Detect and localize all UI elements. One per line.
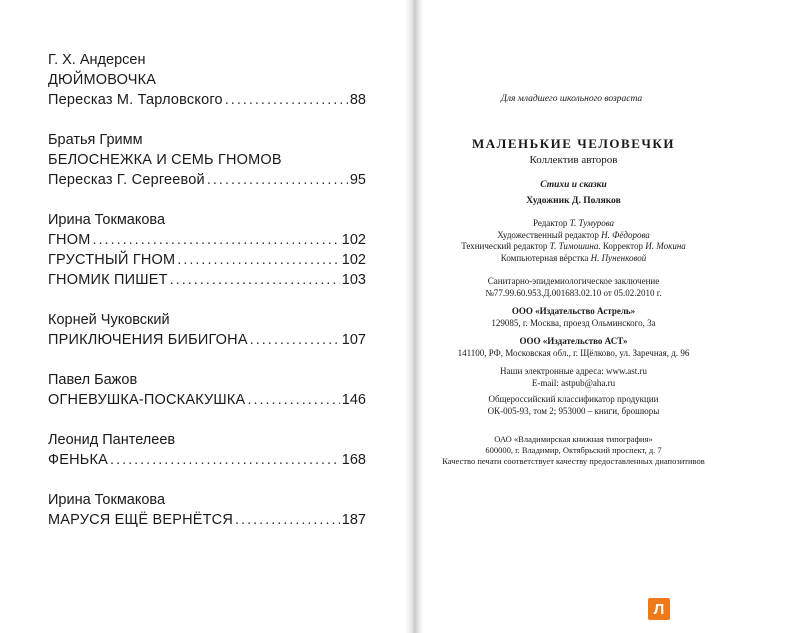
toc-entry [48,210,366,290]
toc-author: Г. Х. Андерсен [48,52,146,68]
toc-leader-dots [177,250,339,270]
illustrator-credit: Художник Д. Поляков [526,196,621,206]
web-addresses [385,366,762,389]
credit-line [385,230,762,242]
credit-name: Т. Тумурова [569,218,615,228]
publisher-name: ООО «Издательство АСТ» [519,336,628,346]
credit-role: Технический редактор [461,241,548,251]
toc-author: Леонид Пантелеев [48,432,176,448]
credit-role: Редактор [532,218,568,228]
toc-title: ПРИКЛЮЧЕНИЯ БИБИГОНА [48,332,248,348]
toc-entry [48,130,366,190]
toc-title: ОГНЕВУШКА-ПОСКАКУШКА [48,392,246,408]
book-genre: Стихи и сказки [540,180,607,190]
toc-author: Ирина Токмакова [48,492,166,508]
book-authors: Коллектив авторов [529,154,618,166]
toc-title: Пересказ М. Тарловского [48,92,223,108]
toc-leader-dots [170,270,340,290]
toc-title: ГНОМИК ПИШЕТ [48,272,168,288]
toc-line [48,170,366,190]
toc-line [48,450,366,470]
toc-author: Павел Бажов [48,372,138,388]
publisher-logo-icon: Л [648,598,670,620]
toc-leader-dots [250,330,340,350]
toc-title: ФЕНЬКА [48,452,109,468]
credit-name: Н. Фёдорова [601,229,650,240]
sanitary-certificate [385,276,762,299]
credit-line [385,253,762,265]
toc-entry [48,490,366,530]
toc-line [48,150,366,170]
credit-role: Компьютерная вёрстка [500,252,589,263]
book-title: МАЛЕНЬКИЕ ЧЕЛОВЕЧКИ [472,136,675,151]
toc-leader-dots [225,90,348,110]
toc-entry [48,310,366,350]
toc-author: Корней Чуковский [48,312,170,328]
toc-title: ГНОМ [48,232,91,248]
toc-leader-dots [247,390,339,410]
toc-title: ГРУСТНЫЙ ГНОМ [48,252,176,268]
toc-page-number: 187 [341,512,366,528]
audience-note: Для младшего школьного возраста [500,94,643,104]
printer-line: Качество печати соответствует качеству предоставленных диапозитивов [442,456,705,466]
toc-leader-dots [207,170,348,190]
toc-line [48,90,366,110]
toc-leader-dots [235,510,340,530]
toc-title: ДЮЙМОВОЧКА [48,72,157,88]
publisher-name: ООО «Издательство Астрель» [511,306,636,316]
table-of-contents [48,50,366,550]
toc-page-number: 88 [349,92,366,108]
credit-name: И. Мокина [645,241,686,251]
toc-line [48,230,366,250]
toc-entry [48,50,366,110]
sanitary-line: Санитарно-эпидемиологическое заключение [487,276,660,286]
credit-name: Н. Пуненковой [590,252,647,263]
toc-entry [48,370,366,410]
toc-leader-dots [110,450,340,470]
toc-page-number: 102 [341,252,366,268]
credit-role: Корректор [602,241,643,251]
toc-author: Ирина Токмакова [48,212,166,228]
toc-leader-dots [92,230,339,250]
credit-line [385,218,762,230]
credit-name: Т. Тимошина. [549,241,601,251]
publisher-ast [385,336,762,359]
toc-line [48,70,366,90]
toc-page-number: 103 [341,272,366,288]
imprint-page [423,0,800,633]
toc-title: БЕЛОСНЕЖКА И СЕМЬ ГНОМОВ [48,152,282,168]
printer-line: 600000, г. Владимир, Октябрьский проспект, д. 7 [485,445,662,455]
web-line: Наши электронные адреса: www.ast.ru [500,366,647,376]
classifier-line: ОК-005-93, том 2; 953000 – книги, брошюры [487,405,660,416]
toc-line [48,390,366,410]
toc-title: Пересказ Г. Сергеевой [48,172,205,188]
publisher-astrel [385,306,762,329]
toc-author: Братья Гримм [48,132,143,148]
product-classifier [385,394,762,417]
toc-title: МАРУСЯ ЕЩЁ ВЕРНЁТСЯ [48,512,234,528]
toc-line [48,270,366,290]
editorial-credits [385,218,762,264]
toc-page-number: 146 [341,392,366,408]
imprint-block [423,0,800,633]
printer-line: ОАО «Владимирская книжная типография» [494,434,653,444]
toc-line [48,510,366,530]
toc-entry [48,430,366,470]
credit-role: Художественный редактор [497,229,599,240]
publisher-address: 141100, РФ, Московская обл., г. Щёлково, ул. Заречная, д. 96 [457,347,690,358]
credit-line [385,241,762,253]
email-line: E-mail: astpub@aha.ru [531,377,616,388]
sanitary-line: №77.99.60.953.Д.001683.02.10 от 05.02.2010 г. [485,287,662,298]
toc-page-number: 102 [341,232,366,248]
publisher-address: 129085, г. Москва, проезд Ольминского, 3а [491,317,656,328]
toc-line [48,250,366,270]
classifier-line: Общероссийский классификатор продукции [488,394,659,404]
toc-page-number: 107 [341,332,366,348]
printing-house [385,434,762,467]
toc-page-number: 168 [341,452,366,468]
toc-page-number: 95 [349,172,366,188]
toc-line [48,330,366,350]
